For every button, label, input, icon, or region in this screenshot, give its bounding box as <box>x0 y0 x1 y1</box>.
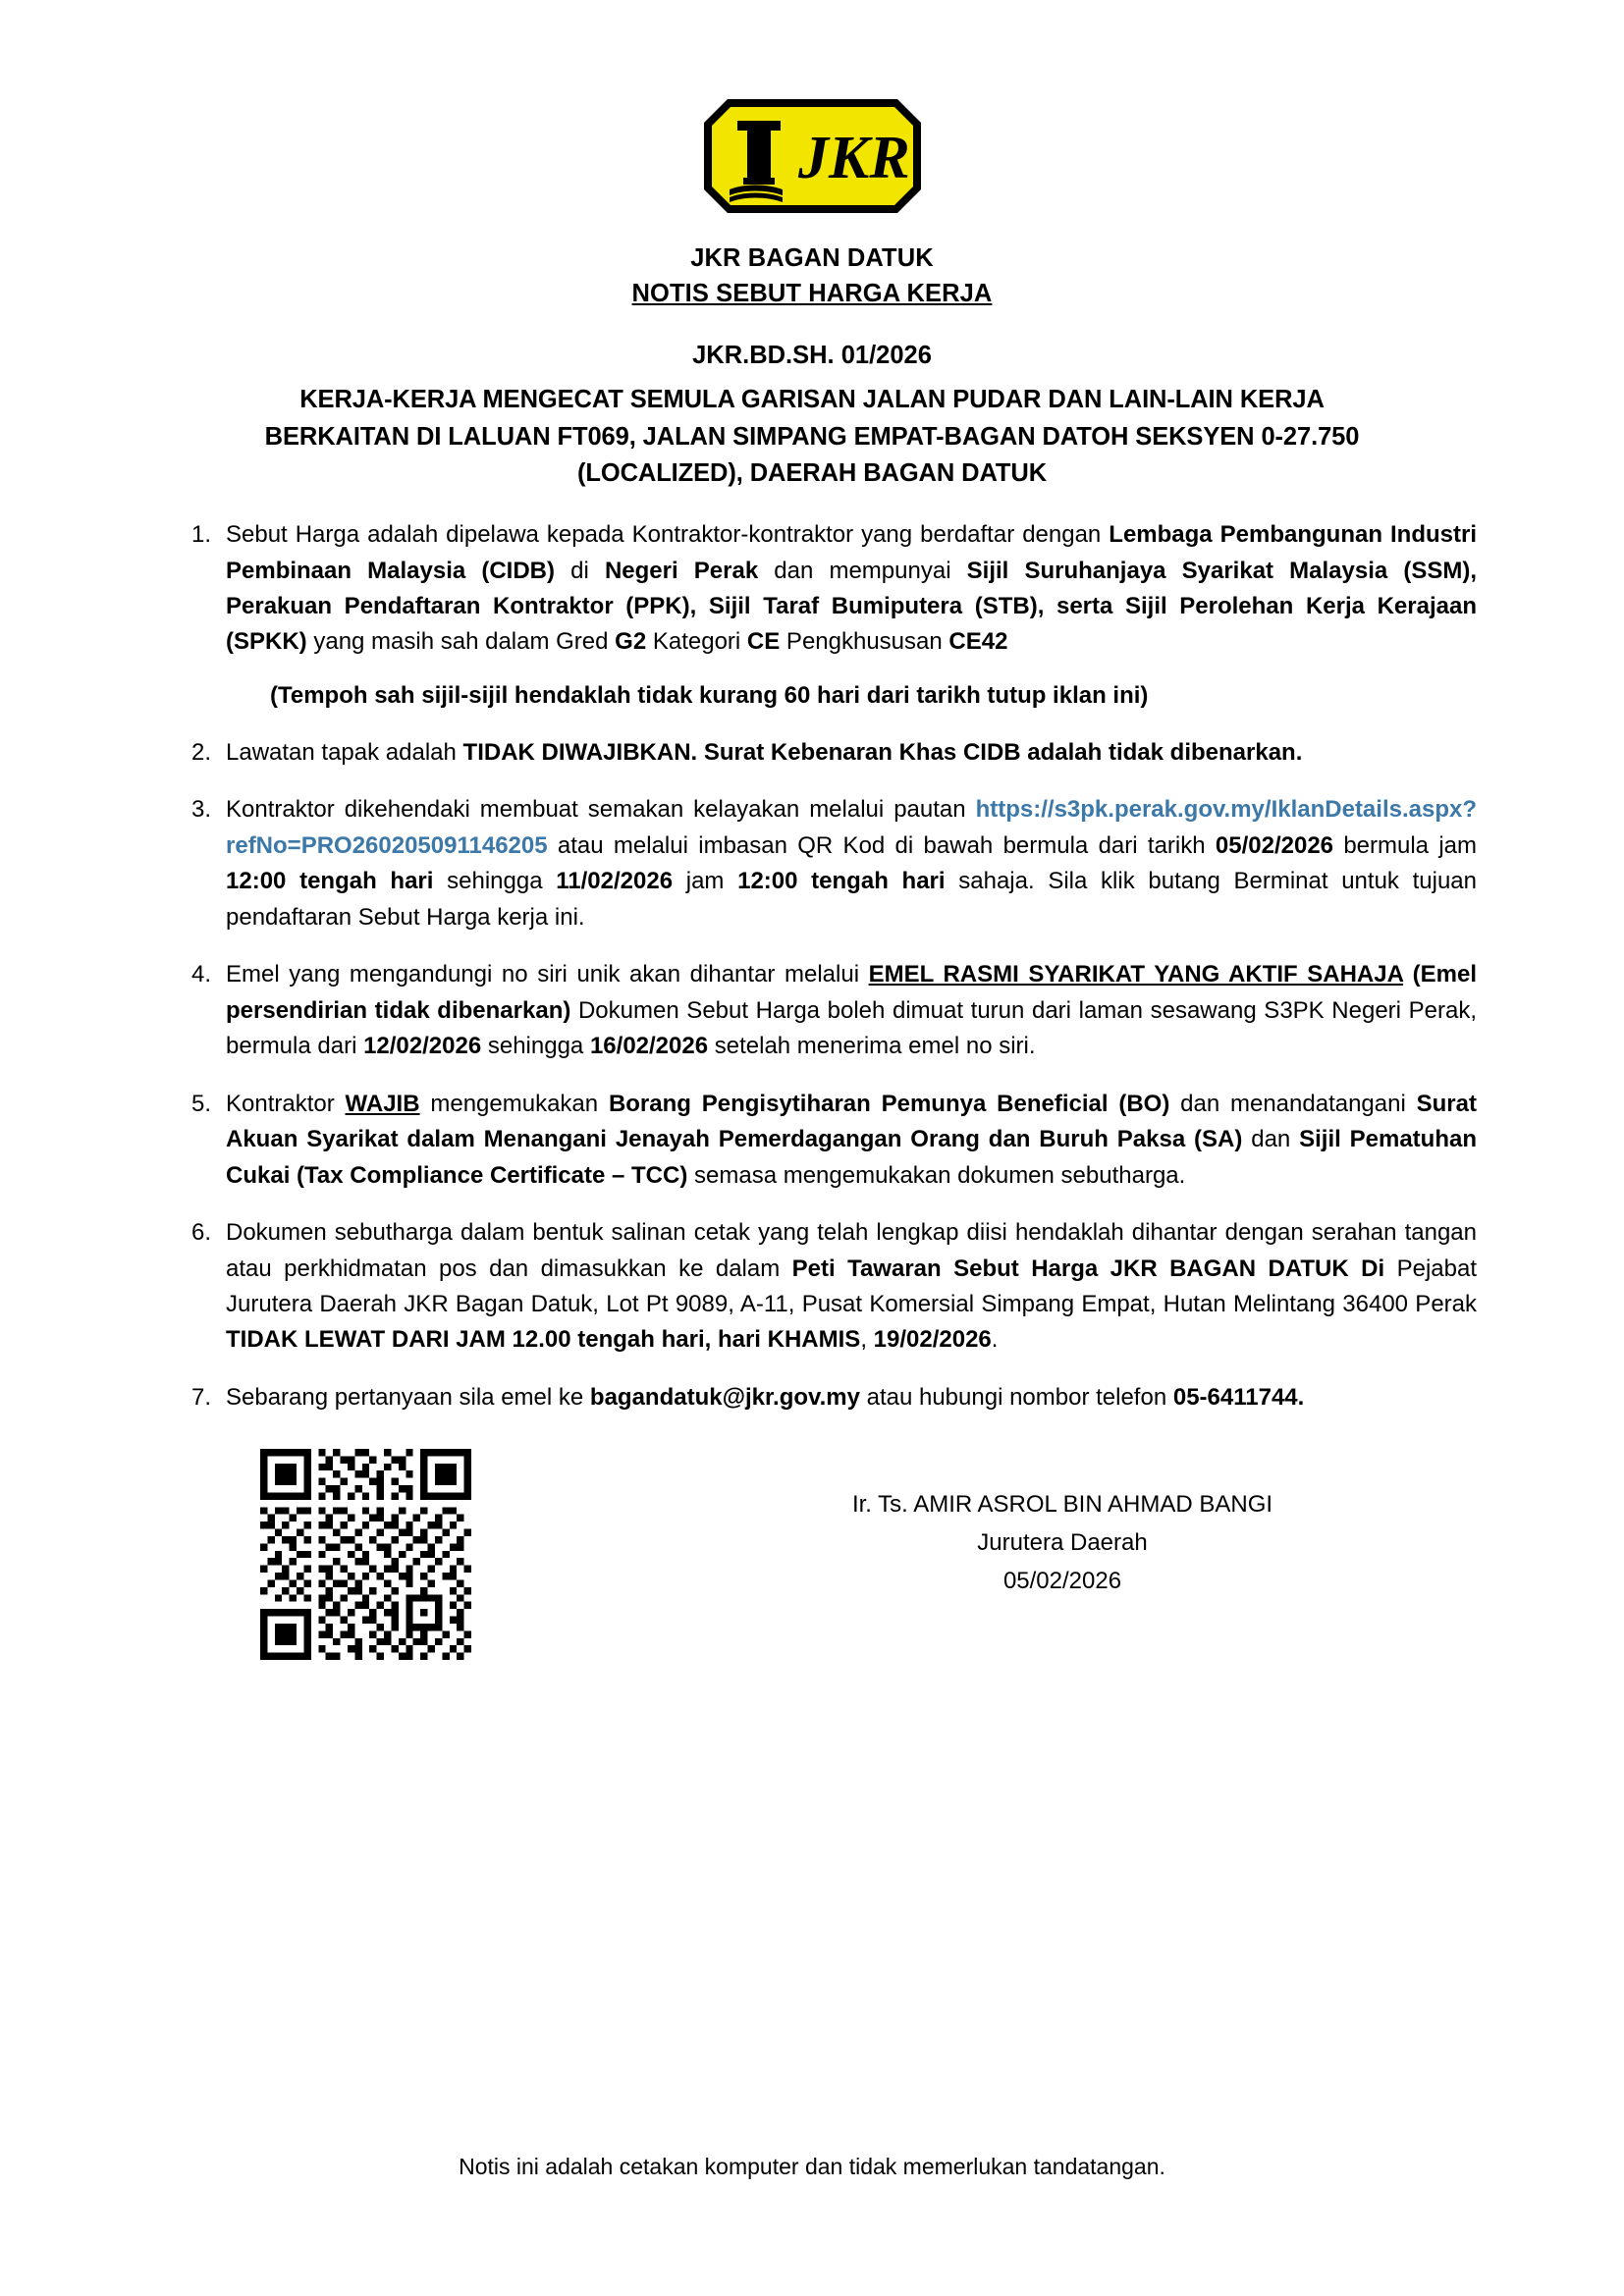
office-name: JKR BAGAN DATUK <box>690 244 934 272</box>
clause2-text-1: Lawatan tapak adalah <box>226 738 463 766</box>
phone-number: 05-6411744. <box>1172 1383 1305 1411</box>
clause-number: 4. <box>191 961 212 988</box>
clause1-bold-3: Sijil Suruhanjaya Syarikat Malaysia (SSM), Perakuan Pendaftaran Kontraktor (PPK), Sijil Taraf Bumiputera (STB), serta Sijil Perolehan Kerja Kerajaan (SPKK) <box>226 557 1478 656</box>
clause1-text-1: Sebut Harga adalah dipelawa kepada Kontraktor-kontraktor yang berdaftar dengan <box>226 521 1110 549</box>
clause-item <box>147 735 1477 771</box>
clause-list <box>147 517 1477 1415</box>
clause4-bold-3: 16/02/2026 <box>589 1033 709 1060</box>
signatory-date: 05/02/2026 <box>1002 1568 1122 1595</box>
clause4-bold-1: (Emel persendirian tidak dibenarkan) <box>226 961 1478 1024</box>
clause-number: 5. <box>191 1090 212 1117</box>
subject-line-2: BERKAITAN DI LALUAN FT069, JALAN SIMPANG EMPAT-BAGAN DATOH SEKSYEN 0-27.750 <box>264 422 1360 451</box>
clause4-text-4: setelah menerima emel no siri. <box>708 1033 1036 1060</box>
signatory-position: Jurutera Daerah <box>977 1529 1148 1557</box>
clause1-bold-2: Negeri Perak <box>604 557 759 584</box>
clause-body <box>226 735 1477 771</box>
signatory-name: Ir. Ts. AMIR ASROL BIN AHMAD BANGI <box>851 1491 1273 1519</box>
clause1-text-4: yang masih sah dalam Gred <box>306 628 616 656</box>
logo-container <box>147 93 1477 219</box>
clause4-text-3: sehingga <box>481 1033 590 1060</box>
clause3-bold-2: 12:00 tengah hari <box>226 868 434 895</box>
clause5-bold-2: Surat Akuan Syarikat dalam Menangani Jenayah Pemerdagangan Orang dan Buruh Paksa (SA) <box>226 1090 1477 1153</box>
s3pk-link[interactable]: https://s3pk.perak.gov.my/IklanDetails.aspx?refNo=PRO260205091146205 <box>226 796 1477 859</box>
clause4-text-1: Emel yang mengandungi no siri unik akan dihantar melalui <box>226 961 869 988</box>
footer-note: Notis ini adalah cetakan komputer dan tidak memerlukan tandatangan. <box>459 2154 1165 2179</box>
clause5-text-1: Kontraktor <box>226 1090 346 1117</box>
clause4-text-2: Dokumen Sebut Harga boleh dimuat turun dari laman sesawang S3PK Negeri Perak, bermula dari <box>226 996 1477 1060</box>
clause5-underline-1: WAJIB <box>345 1090 420 1117</box>
email-address: bagandatuk@jkr.gov.my <box>589 1383 860 1411</box>
clause1-bold-4: G2 <box>615 628 647 656</box>
clause7-text-2: atau hubungi nombor telefon <box>859 1383 1173 1411</box>
clause3-text-6: sahaja. Sila klik butang Berminat untuk tujuan pendaftaran Sebut Harga kerja ini. <box>226 868 1478 931</box>
clause3-text-1: Kontraktor dikehendaki membuat semakan kelayakan melalui pautan <box>226 796 976 824</box>
clause-body <box>226 957 1477 1064</box>
clause-body <box>226 1215 1477 1359</box>
clause6-bold-3: 19/02/2026 <box>873 1326 992 1354</box>
signature-area <box>147 1449 1477 1660</box>
clause5-text-3: dan menandatangani <box>1169 1090 1417 1117</box>
clause6-text-1: Dokumen sebutharga dalam bentuk salinan cetak yang telah lengkap diisi hendaklah dihantar dengan serahan tangan atau perkhidmatan pos dan dimasukkan ke dalam <box>226 1219 1477 1282</box>
clause-item <box>147 1215 1477 1359</box>
clause3-text-2: atau melalui imbasan QR Kod di bawah bermula dari tarikh <box>547 831 1216 859</box>
clause3-bold-3: 11/02/2026 <box>556 868 674 895</box>
signatory-block <box>471 1449 1477 1601</box>
clause3-text-5: jam <box>673 868 738 895</box>
qr-code[interactable] <box>260 1449 471 1660</box>
reference-number: JKR.BD.SH. 01/2026 <box>692 342 932 370</box>
validity-note: (Tempoh sah sijil-sijil hendaklah tidak kurang 60 hari dari tarikh tutup iklan ini) <box>270 681 1149 709</box>
clause5-text-2: mengemukakan <box>419 1090 609 1117</box>
clause-body <box>226 517 1477 661</box>
clause5-bold-3: Sijil Pematuhan Cukai (Tax Compliance Certificate – TCC) <box>226 1126 1477 1189</box>
clause-number: 1. <box>191 521 212 549</box>
subject-block <box>147 382 1477 492</box>
clause4-underline-1: EMEL RASMI SYARIKAT YANG AKTIF SAHAJA <box>868 961 1404 988</box>
clause5-text-4: dan <box>1242 1126 1300 1153</box>
clause4-bold-2: 12/02/2026 <box>363 1033 482 1060</box>
clause1-text-6: Pengkhususan <box>780 628 949 656</box>
clause6-bold-1: Peti Tawaran Sebut Harga JKR BAGAN DATUK Di <box>791 1255 1385 1282</box>
clause-body <box>226 792 1477 935</box>
clause-number: 7. <box>191 1383 212 1411</box>
clause1-text-5: Kategori <box>646 628 747 656</box>
subject-line-1: KERJA-KERJA MENGECAT SEMULA GARISAN JALAN PUDAR DAN LAIN-LAIN KERJA <box>299 386 1325 414</box>
clause-item <box>147 957 1477 1064</box>
clause1-text-3: dan mempunyai <box>758 557 967 584</box>
clause6-text-4: . <box>991 1326 999 1354</box>
clause-body <box>226 1380 1477 1415</box>
clause-item <box>147 1380 1477 1415</box>
clause6-text-3: , <box>860 1326 874 1354</box>
clause6-bold-2: TIDAK LEWAT DARI JAM 12.00 tengah hari, hari KHAMIS <box>226 1326 861 1354</box>
clause-item <box>147 1087 1477 1194</box>
jkr-logo <box>692 93 933 219</box>
clause1-text-2: di <box>555 557 605 584</box>
clause3-bold-1: 05/02/2026 <box>1215 831 1334 859</box>
clause1-bold-5: CE <box>746 628 781 656</box>
clause3-text-3: bermula jam <box>1333 831 1477 859</box>
clause5-text-5: semasa mengemukakan dokumen sebutharga. <box>687 1161 1186 1189</box>
clause1-bold-6: CE42 <box>948 628 1008 656</box>
clause5-bold-1: Borang Pengisytiharan Pemunya Beneficial (BO) <box>608 1090 1170 1117</box>
document-type: NOTIS SEBUT HARGA KERJA <box>631 280 993 308</box>
clause-item <box>147 792 1477 935</box>
clause-item <box>147 517 1477 661</box>
clause6-text-2: Pejabat Jurutera Daerah JKR Bagan Datuk, Lot Pt 9089, A-11, Pusat Komersial Simpang Empat, Hutan Melintang 36400 Perak <box>226 1255 1477 1317</box>
clause1-bold-1: Lembaga Pembangunan Industri Pembinaan Malaysia (CIDB) <box>226 521 1478 584</box>
clause-body <box>226 1087 1477 1194</box>
clause7-text-1: Sebarang pertanyaan sila emel ke <box>226 1383 590 1411</box>
clause2-bold-1: TIDAK DIWAJIBKAN. Surat Kebenaran Khas CIDB adalah tidak dibenarkan. <box>462 738 1303 766</box>
clause-number: 6. <box>191 1219 212 1247</box>
document-title <box>147 240 1477 311</box>
clause3-text-4: sehingga <box>433 868 557 895</box>
subject-line-3: (LOCALIZED), DAERAH BAGAN DATUK <box>576 458 1048 487</box>
clause-number: 2. <box>191 738 212 766</box>
clause-number: 3. <box>191 796 212 824</box>
svg-text:JKR: JKR <box>797 125 910 191</box>
clause3-bold-4: 12:00 tengah hari <box>737 868 946 895</box>
